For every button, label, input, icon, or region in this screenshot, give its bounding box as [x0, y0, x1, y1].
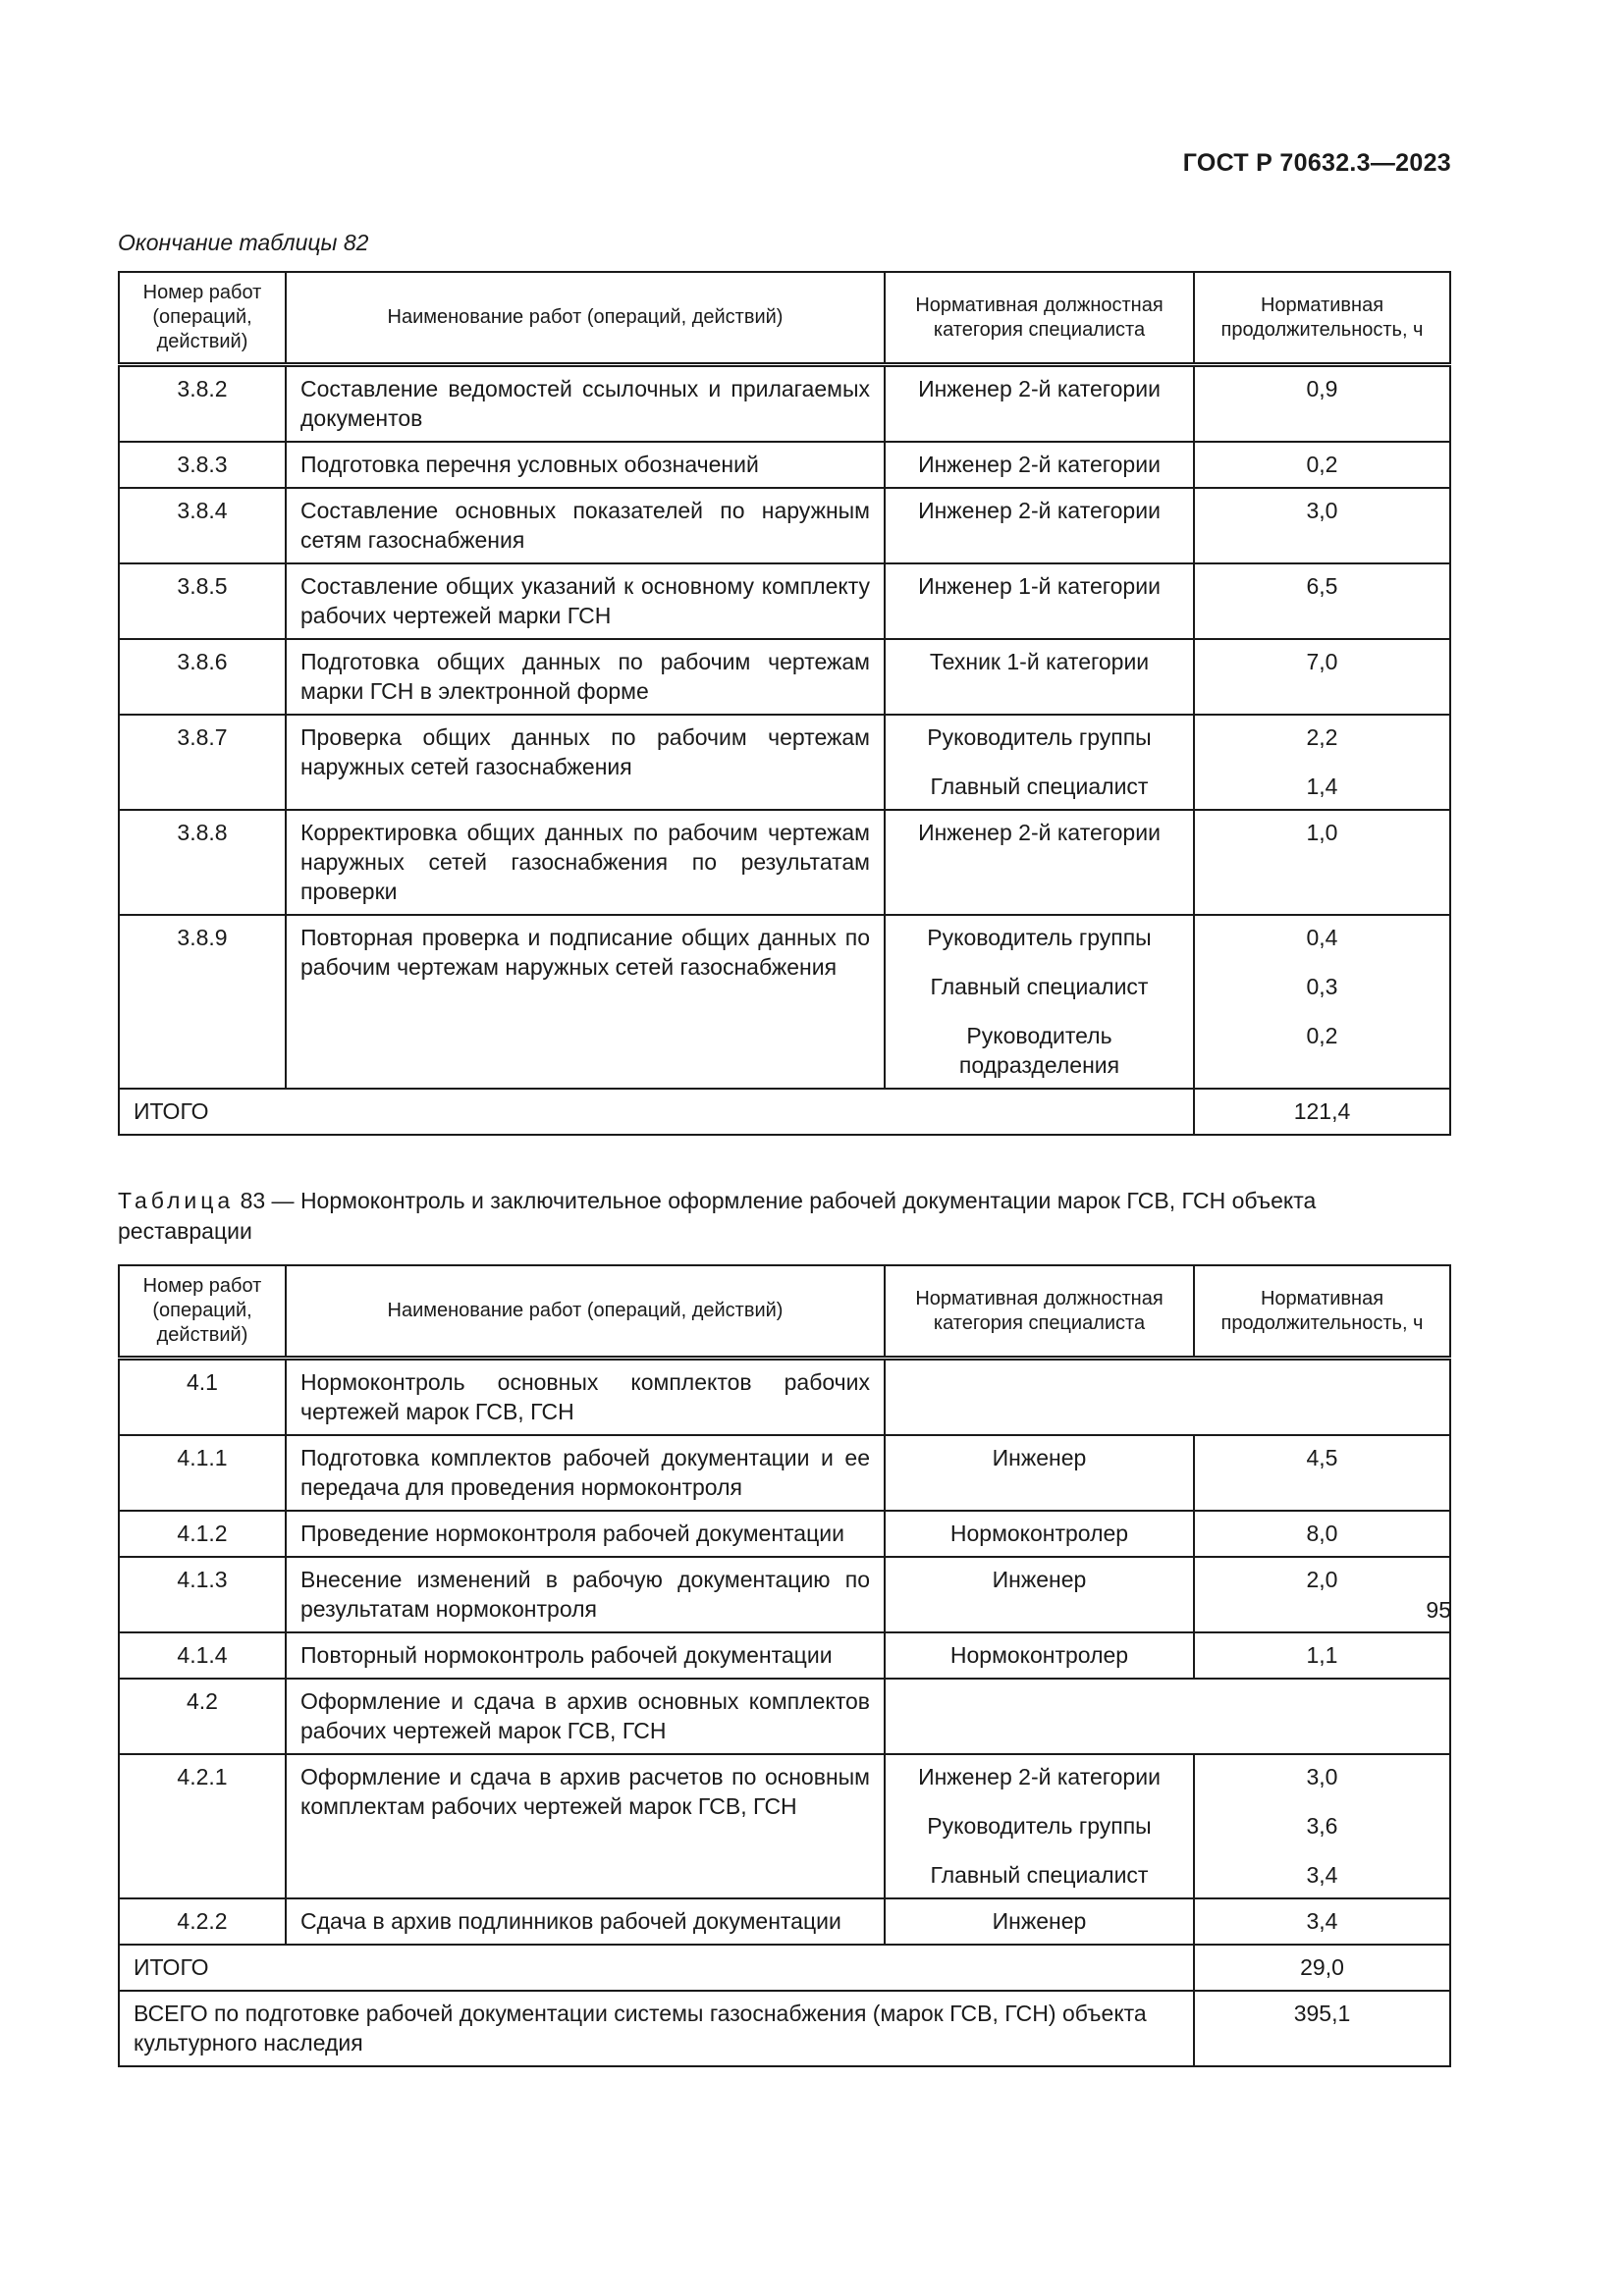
hours-value: 2,0 [1306, 1567, 1338, 1592]
table-row [119, 1435, 1450, 1511]
hours-value: 1,4 [1306, 774, 1338, 799]
hours-value: 3,4 [1306, 1908, 1338, 1934]
row-number: 4.2.2 [119, 1898, 286, 1945]
hours-value: 0,4 [1306, 925, 1338, 950]
role-label: Инженер 2-й категории [918, 1764, 1161, 1789]
row-hours [1194, 365, 1450, 443]
row-role [885, 365, 1194, 443]
role-label: Инженер [992, 1567, 1087, 1592]
row-number: 3.8.2 [119, 365, 286, 443]
table-row [119, 639, 1450, 715]
total-row [119, 1089, 1450, 1135]
column-header: Нормативная продолжительность, ч [1194, 1265, 1450, 1359]
hours-value: 7,0 [1306, 649, 1338, 674]
hours-value: 3,0 [1306, 498, 1338, 523]
table82-continuation-caption: Окончание таблицы 82 [118, 230, 369, 255]
table-row [119, 1898, 1450, 1945]
table83-caption [118, 1186, 1449, 1247]
hours-value: 1,0 [1306, 820, 1338, 845]
row-name: Составление общих указаний к основному комплекту рабочих чертежей марки ГСН [286, 563, 885, 639]
hours-value: 3,0 [1306, 1764, 1338, 1789]
row-number: 3.8.7 [119, 715, 286, 810]
row-hours [1194, 915, 1450, 1089]
row-number: 3.8.8 [119, 810, 286, 915]
row-name: Сдача в архив подлинников рабочей документации [286, 1898, 885, 1945]
table-row [119, 1679, 1450, 1754]
table-row [119, 915, 1450, 1089]
column-header: Номер работ (операций, действий) [119, 1265, 286, 1359]
role-label: Руководитель группы [927, 925, 1152, 950]
row-name: Подготовка перечня условных обозначений [286, 442, 885, 488]
row-role [885, 1511, 1194, 1557]
table-row [119, 442, 1450, 488]
row-number: 4.2 [119, 1679, 286, 1754]
table-82-body [119, 365, 1450, 1136]
row-role [885, 1754, 1194, 1898]
role-label: Инженер [992, 1908, 1087, 1934]
row-number: 4.1 [119, 1359, 286, 1436]
table-row [119, 715, 1450, 810]
row-hours [1194, 1435, 1450, 1511]
row-role [885, 1557, 1194, 1632]
hours-value: 8,0 [1306, 1521, 1338, 1546]
row-hours [1194, 563, 1450, 639]
column-header: Нормативная должностная категория специалиста [885, 1265, 1194, 1359]
hours-value: 6,5 [1306, 573, 1338, 599]
column-header: Нормативная продолжительность, ч [1194, 272, 1450, 365]
role-label: Инженер 2-й категории [918, 820, 1161, 845]
table-row [119, 1557, 1450, 1632]
row-hours [1194, 1557, 1450, 1632]
row-name: Корректировка общих данных по рабочим чертежам наружных сетей газоснабжения по результатам проверки [286, 810, 885, 915]
document-code: ГОСТ Р 70632.3—2023 [1182, 149, 1451, 177]
hours-value: 0,2 [1306, 1023, 1338, 1048]
table-83-body [119, 1359, 1450, 2067]
role-label: Инженер [992, 1445, 1087, 1470]
row-role [885, 1898, 1194, 1945]
row-number: 4.1.1 [119, 1435, 286, 1511]
role-label: Руководитель подразделения [958, 1023, 1120, 1078]
page-number: 95 [1426, 1597, 1451, 1623]
row-role [885, 563, 1194, 639]
hours-value: 0,3 [1306, 974, 1338, 999]
total-value: 121,4 [1194, 1089, 1450, 1135]
role-label: Инженер 2-й категории [918, 498, 1161, 523]
row-hours [1194, 810, 1450, 915]
row-number: 3.8.9 [119, 915, 286, 1089]
table83-caption-text: 83 — Нормоконтроль и заключительное оформление рабочей документации марок ГСВ, ГСН объекта реставрации [118, 1188, 1317, 1244]
column-header: Номер работ (операций, действий) [119, 272, 286, 365]
column-header: Наименование работ (операций, действий) [286, 272, 885, 365]
row-hours [1194, 1632, 1450, 1679]
row-hours [1194, 639, 1450, 715]
total-label: ИТОГО [119, 1945, 1194, 1991]
role-label: Инженер 1-й категории [918, 573, 1161, 599]
row-number: 4.1.2 [119, 1511, 286, 1557]
row-name: Подготовка комплектов рабочей документации и ее передача для проведения нормоконтроля [286, 1435, 885, 1511]
role-label: Нормоконтролер [949, 1642, 1129, 1668]
row-hours [1194, 1511, 1450, 1557]
row-role [885, 1632, 1194, 1679]
table-row [119, 488, 1450, 563]
table-row [119, 810, 1450, 915]
table-83 [118, 1264, 1451, 2067]
row-name: Составление основных показателей по наружным сетям газоснабжения [286, 488, 885, 563]
table-row [119, 1511, 1450, 1557]
grand-total-row [119, 1991, 1450, 2066]
total-label: ИТОГО [119, 1089, 1194, 1135]
row-empty-cell [885, 1359, 1450, 1436]
table83-caption-prefix: Таблица [118, 1188, 235, 1213]
grand-total-label: ВСЕГО по подготовке рабочей документации системы газоснабжения (марок ГСВ, ГСН) объекта культурного наследия [119, 1991, 1194, 2066]
row-hours [1194, 442, 1450, 488]
total-value: 29,0 [1194, 1945, 1450, 1991]
row-number: 4.1.4 [119, 1632, 286, 1679]
row-role [885, 639, 1194, 715]
row-number: 4.2.1 [119, 1754, 286, 1898]
row-role [885, 810, 1194, 915]
role-label: Главный специалист [930, 774, 1149, 799]
table-row [119, 1359, 1450, 1436]
table-82 [118, 271, 1451, 1136]
role-label: Главный специалист [930, 974, 1149, 999]
role-label: Инженер 2-й категории [918, 452, 1161, 477]
row-empty-cell [885, 1679, 1450, 1754]
row-name: Повторная проверка и подписание общих данных по рабочим чертежам наружных сетей газоснабжения [286, 915, 885, 1089]
row-hours [1194, 715, 1450, 810]
hours-value: 4,5 [1306, 1445, 1338, 1470]
header-row [119, 272, 1450, 365]
row-number: 3.8.5 [119, 563, 286, 639]
row-name: Нормоконтроль основных комплектов рабочих чертежей марок ГСВ, ГСН [286, 1359, 885, 1436]
hours-value: 3,6 [1306, 1813, 1338, 1839]
row-name: Проведение нормоконтроля рабочей документации [286, 1511, 885, 1557]
role-label: Техник 1-й категории [929, 649, 1150, 674]
hours-value: 1,1 [1306, 1642, 1338, 1668]
table-83-header [119, 1265, 1450, 1359]
row-name: Внесение изменений в рабочую документацию по результатам нормоконтроля [286, 1557, 885, 1632]
column-header: Нормативная должностная категория специалиста [885, 272, 1194, 365]
hours-value: 2,2 [1306, 724, 1338, 750]
row-name: Оформление и сдача в архив расчетов по основным комплектам рабочих чертежей марок ГСВ, ГСН [286, 1754, 885, 1898]
role-label: Руководитель группы [927, 1813, 1152, 1839]
role-label: Нормоконтролер [949, 1521, 1129, 1546]
total-row [119, 1945, 1450, 1991]
row-role [885, 915, 1194, 1089]
row-hours [1194, 1898, 1450, 1945]
row-role [885, 715, 1194, 810]
row-number: 4.1.3 [119, 1557, 286, 1632]
row-name: Повторный нормоконтроль рабочей документации [286, 1632, 885, 1679]
table-row [119, 365, 1450, 443]
role-label: Инженер 2-й категории [918, 376, 1161, 401]
row-name: Составление ведомостей ссылочных и прилагаемых документов [286, 365, 885, 443]
table-row [119, 563, 1450, 639]
row-number: 3.8.4 [119, 488, 286, 563]
row-name: Подготовка общих данных по рабочим чертежам марки ГСН в электронной форме [286, 639, 885, 715]
column-header: Наименование работ (операций, действий) [286, 1265, 885, 1359]
row-role [885, 1435, 1194, 1511]
role-label: Главный специалист [930, 1862, 1149, 1888]
table-row [119, 1632, 1450, 1679]
role-label: Руководитель группы [927, 724, 1152, 750]
row-number: 3.8.3 [119, 442, 286, 488]
hours-value: 0,2 [1306, 452, 1338, 477]
row-role [885, 442, 1194, 488]
row-role [885, 488, 1194, 563]
grand-total-value: 395,1 [1194, 1991, 1450, 2066]
hours-value: 3,4 [1306, 1862, 1338, 1888]
row-name: Оформление и сдача в архив основных комплектов рабочих чертежей марок ГСВ, ГСН [286, 1679, 885, 1754]
hours-value: 0,9 [1306, 376, 1338, 401]
row-number: 3.8.6 [119, 639, 286, 715]
header-row [119, 1265, 1450, 1359]
table-row [119, 1754, 1450, 1898]
row-hours [1194, 488, 1450, 563]
row-hours [1194, 1754, 1450, 1898]
table-82-header [119, 272, 1450, 365]
row-name: Проверка общих данных по рабочим чертежам наружных сетей газоснабжения [286, 715, 885, 810]
